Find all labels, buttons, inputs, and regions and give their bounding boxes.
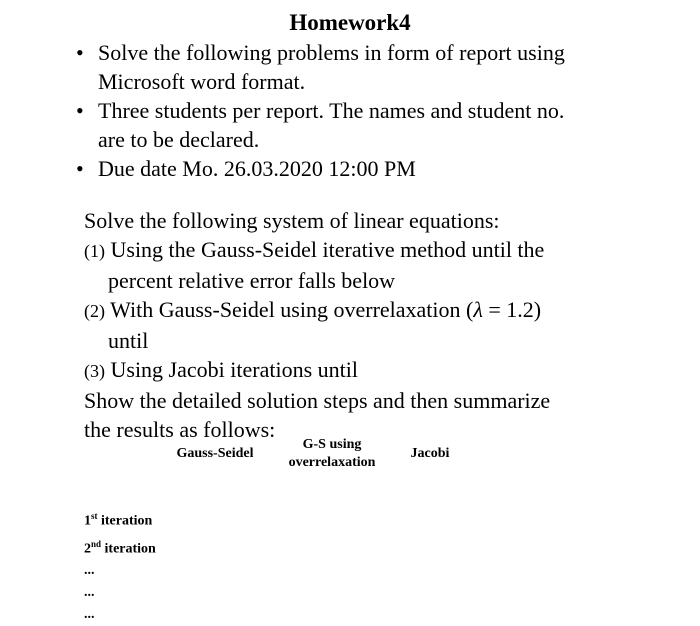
task-item-2: (2) With Gauss-Seidel using overrelaxation (λ = 1.2) (84, 297, 542, 322)
task-item-1-cont: percent relative error falls below (108, 268, 396, 293)
task-item-2-cont: until (108, 328, 149, 353)
ellipsis-row: ... (84, 563, 95, 579)
instruction-line: are to be declared. (98, 127, 260, 152)
column-header-overrelaxation: G-S using overrelaxation (288, 437, 376, 470)
instruction-item (70, 154, 690, 183)
table-row: 2nd iteration (84, 538, 156, 557)
lambda-symbol: λ (473, 297, 483, 322)
instruction-line: Solve the following problems in form of report using (98, 40, 565, 65)
bullet-icon: • (76, 156, 84, 181)
task-description (84, 206, 684, 444)
table-row: 1st iteration (84, 511, 153, 529)
column-header-gauss-seidel: Gauss-Seidel (176, 446, 254, 461)
ellipsis-row: ... (84, 585, 95, 601)
ellipsis-row: ... (84, 607, 95, 623)
results-table-rows (84, 505, 156, 626)
instruction-item (70, 38, 690, 96)
instruction-line: Microsoft word format. (98, 69, 306, 94)
instruction-item (70, 96, 690, 154)
task-item-3: (3) Using Jacobi iterations until (84, 357, 358, 382)
column-header-jacobi: Jacobi (410, 446, 450, 461)
bullet-icon: • (76, 40, 84, 65)
task-item-1: (1) Using the Gauss-Seidel iterative method until the (84, 237, 545, 262)
task-summary: Show the detailed solution steps and then summarize (84, 388, 551, 413)
bullet-icon: • (76, 98, 84, 123)
task-intro: Solve the following system of linear equations: (84, 208, 500, 233)
task-summary-cont: the results as follows: (84, 417, 276, 442)
instructions-list (70, 38, 690, 183)
instruction-line: Three students per report. The names and student no. (98, 98, 565, 123)
page-title: Homework4 (289, 10, 411, 35)
instruction-line: Due date Mo. 26.03.2020 12:00 PM (98, 156, 416, 181)
